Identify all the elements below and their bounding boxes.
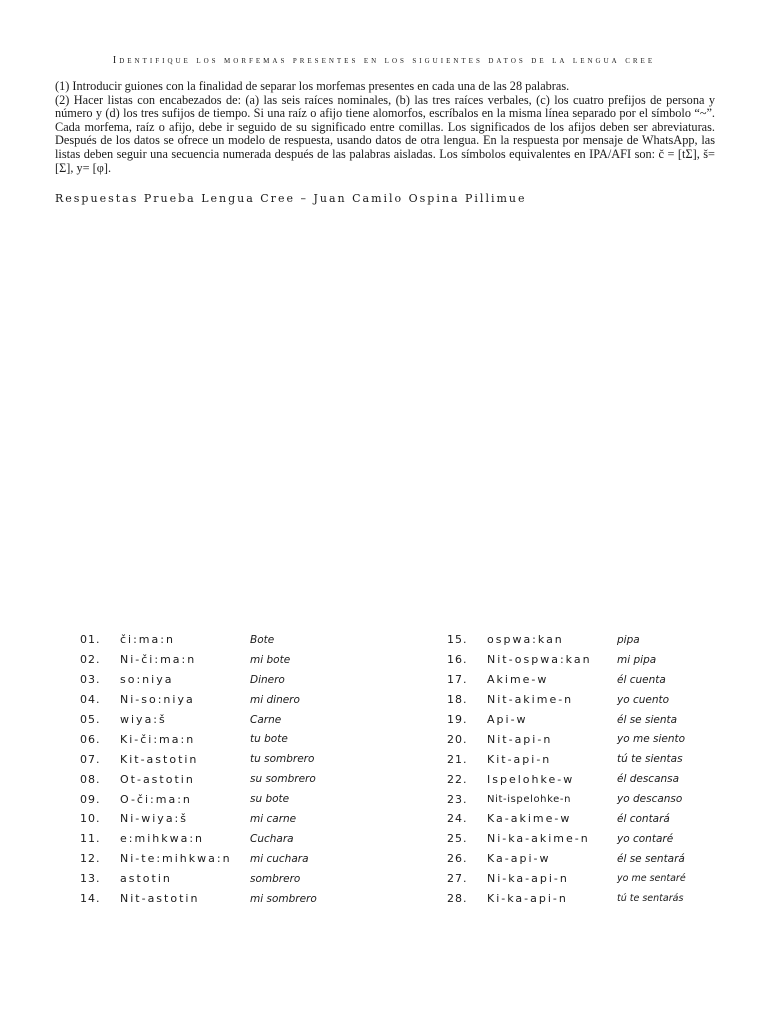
list-item — [80, 769, 317, 789]
word-gloss: yo me siento — [617, 733, 686, 746]
cree-word: Ni-wiya:š — [120, 812, 188, 826]
item-number: 24. — [447, 812, 468, 826]
word-gloss: su sombrero — [250, 773, 316, 786]
list-item — [447, 889, 686, 909]
word-gloss: tu bote — [250, 733, 288, 746]
cree-word: Ni-te:mihkwa:n — [120, 852, 232, 866]
item-number: 26. — [447, 852, 468, 866]
cree-word: Ki-či:ma:n — [120, 732, 196, 746]
word-gloss: tu sombrero — [250, 753, 315, 766]
cree-word: Nit-akime-n — [487, 693, 574, 707]
item-number: 07. — [80, 752, 101, 766]
instruction-2: (2) Hacer listas con encabezados de: (a) las seis raíces nominales, (b) las tres raíces verbales, (c) los cuatro prefijos de persona y número y (d) los tres sufijos de tiempo. Si una raíz o afijo tiene alomorfos, escríbalos en la misma línea separado por el símbolo “~”. Cada morfema, raíz o afijo, debe ir seguido de su significado entre comillas. Los significados de los afijos deben ser abreviaturas. Después de los datos se ofrece un modelo de respuesta, usando datos de otra lengua. En la respuesta por mensaje de WhatsApp, las listas deben seguir una secuencia numerada después de las palabras aisladas. Los símbolos equivalentes en IPA/AFI son: č = [tΣ], š= [Σ], y= [φ]. — [55, 92, 715, 175]
cree-word: Nit-api-n — [487, 732, 553, 746]
item-number: 18. — [447, 693, 468, 707]
item-number: 23. — [447, 792, 468, 806]
item-number: 10. — [80, 812, 101, 826]
item-number: 05. — [80, 713, 101, 726]
list-item — [80, 869, 317, 889]
item-number: 17. — [447, 673, 468, 687]
word-list-right — [447, 630, 686, 908]
list-item — [447, 710, 686, 730]
word-gloss: mi bote — [250, 653, 291, 666]
item-number: 22. — [447, 772, 468, 786]
cree-word: Ni-ka-api-n — [487, 872, 569, 886]
word-gloss: mi pipa — [617, 653, 657, 666]
item-number: 28. — [447, 892, 468, 906]
word-gloss: tú te sentarás — [617, 893, 684, 905]
cree-word: Ot-astotin — [120, 772, 195, 786]
list-item — [447, 869, 686, 889]
cree-word: Ka-akime-w — [487, 812, 572, 826]
word-gloss: yo descanso — [617, 793, 683, 806]
cree-word: či:ma:n — [120, 633, 175, 647]
item-number: 06. — [80, 732, 101, 746]
cree-word: Ni-ka-akime-n — [487, 832, 590, 846]
item-number: 20. — [447, 732, 468, 746]
list-item — [80, 889, 317, 909]
document-title: Identifique los morfemas presentes en los siguientes datos de la lengua cree — [112, 55, 656, 66]
word-gloss: yo cuento — [617, 693, 670, 706]
instructions — [55, 80, 715, 175]
cree-word: wiya:š — [120, 713, 167, 726]
word-gloss: yo me sentaré — [617, 873, 686, 885]
word-gloss: Cuchara — [250, 832, 294, 845]
list-item — [80, 749, 317, 769]
list-item — [80, 690, 317, 710]
word-gloss: él cuenta — [617, 673, 666, 686]
item-number: 03. — [80, 673, 101, 687]
cree-word: Akime-w — [487, 673, 549, 687]
list-item — [447, 749, 686, 769]
item-number: 02. — [80, 653, 101, 667]
item-number: 11. — [80, 832, 101, 846]
list-item — [447, 650, 686, 670]
word-gloss: él se sienta — [617, 713, 678, 726]
word-gloss: él descansa — [617, 773, 680, 786]
cree-word: Nit-astotin — [120, 892, 200, 906]
item-number: 09. — [80, 792, 101, 806]
cree-word: astotin — [120, 872, 172, 886]
item-number: 04. — [80, 693, 101, 707]
word-gloss: Carne — [250, 713, 282, 726]
cree-word: Nit-ospwa:kan — [487, 653, 592, 667]
list-item — [80, 650, 317, 670]
list-item — [80, 729, 317, 749]
item-number: 01. — [80, 633, 101, 647]
cree-word: Ispelohke-w — [487, 772, 575, 786]
item-number: 15. — [447, 633, 468, 647]
answer-heading: Respuestas Prueba Lengua Cree – Juan Camilo Ospina Pillimue — [55, 192, 527, 205]
cree-word: Kit-astotin — [120, 752, 199, 766]
list-item — [447, 630, 686, 650]
list-item — [80, 710, 317, 730]
word-gloss: Bote — [250, 633, 275, 646]
item-number: 25. — [447, 832, 468, 846]
cree-word: Kit-api-n — [487, 752, 552, 766]
list-item — [80, 809, 317, 829]
word-gloss: Dinero — [250, 673, 285, 686]
word-gloss: él contará — [617, 812, 670, 825]
instruction-1: (1) Introducir guiones con la finalidad de separar los morfemas presentes en cada una de las 28 palabras. — [55, 79, 570, 93]
cree-word: O-či:ma:n — [120, 792, 192, 806]
word-gloss: mi carne — [250, 812, 297, 825]
word-gloss: sombrero — [250, 872, 301, 885]
word-gloss: él se sentará — [617, 852, 685, 865]
item-number: 12. — [80, 852, 101, 866]
word-gloss: su bote — [250, 793, 290, 806]
cree-word: ospwa:kan — [487, 633, 564, 647]
item-number: 08. — [80, 772, 101, 786]
item-number: 13. — [80, 872, 101, 886]
list-item — [447, 829, 686, 849]
cree-word: so:niya — [120, 673, 174, 687]
item-number: 27. — [447, 872, 468, 886]
word-list-left — [80, 630, 317, 908]
cree-word: Ni-so:niya — [120, 693, 195, 707]
item-number: 16. — [447, 653, 468, 667]
item-number: 14. — [80, 892, 101, 906]
list-item — [447, 849, 686, 869]
cree-word: Ka-api-w — [487, 852, 551, 866]
list-item — [80, 829, 317, 849]
list-item — [80, 849, 317, 869]
item-number: 21. — [447, 752, 468, 766]
list-item — [80, 630, 317, 650]
cree-word: e:mihkwa:n — [120, 832, 205, 846]
cree-word: Api-w — [487, 713, 528, 726]
word-gloss: mi cuchara — [250, 852, 309, 865]
word-gloss: tú te sientas — [617, 753, 683, 766]
cree-word: Ni-či:ma:n — [120, 653, 197, 667]
word-gloss: mi dinero — [250, 693, 300, 706]
list-item — [447, 690, 686, 710]
word-gloss: pipa — [617, 633, 640, 646]
list-item — [447, 670, 686, 690]
list-item — [447, 769, 686, 789]
item-number: 19. — [447, 713, 468, 726]
cree-word: Nit-ispelohke-n — [487, 793, 572, 805]
list-item — [447, 729, 686, 749]
list-item — [447, 789, 686, 809]
list-item — [80, 789, 317, 809]
word-gloss: yo contaré — [617, 832, 674, 845]
list-item — [80, 670, 317, 690]
list-item — [447, 809, 686, 829]
cree-word: Ki-ka-api-n — [487, 892, 568, 906]
word-gloss: mi sombrero — [250, 892, 317, 905]
